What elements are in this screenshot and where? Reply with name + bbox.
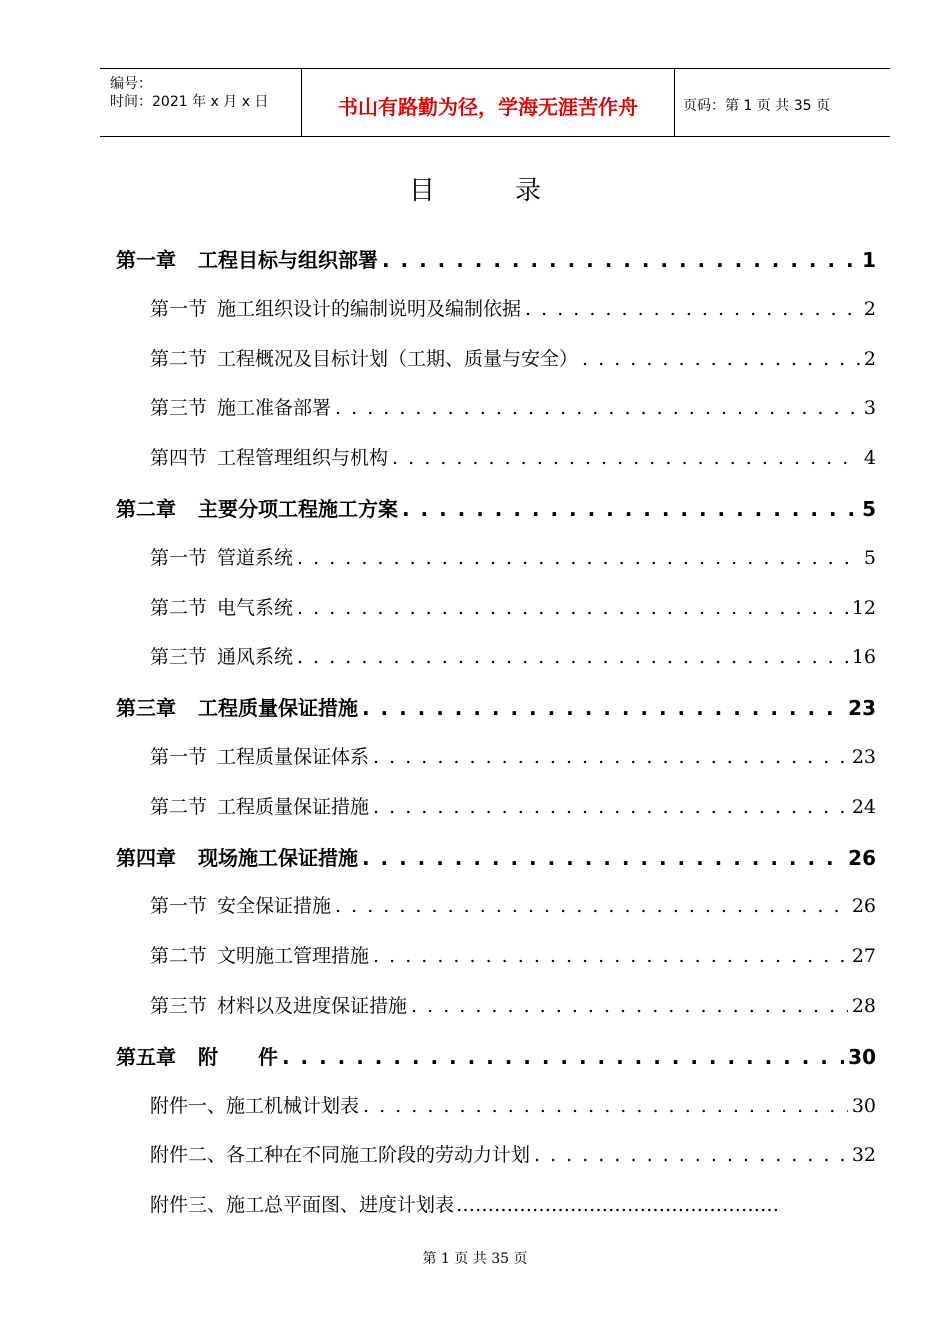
toc-page-number: 16 xyxy=(851,646,876,669)
toc-entry-label xyxy=(150,941,369,968)
toc-section-entry[interactable] xyxy=(150,891,876,918)
toc-leader-dots xyxy=(373,945,848,967)
toc-chapter-entry[interactable] xyxy=(116,1041,876,1070)
document-header xyxy=(100,68,890,137)
toc-leader-dots xyxy=(382,248,858,272)
toc-page-number: 5 xyxy=(863,546,876,569)
toc-entry-title: 工程质量保证体系 xyxy=(217,746,370,768)
toc-entry-number: 第四节 xyxy=(150,447,208,470)
toc-entry-label xyxy=(116,692,358,721)
toc-page-number: 4 xyxy=(863,447,876,470)
toc-page-number: 30 xyxy=(848,1044,876,1069)
toc-entry-number: 第五章 xyxy=(116,1044,176,1069)
code-label: 编号： xyxy=(110,76,152,92)
toc-attachment-entry[interactable] xyxy=(150,1190,876,1217)
toc-section-entry[interactable] xyxy=(150,941,876,968)
toc-entry-title: 附件一、施工机械计划表 xyxy=(150,1094,360,1117)
toc-attachment-entry[interactable] xyxy=(150,1091,876,1118)
toc-entry-title: 通风系统 xyxy=(217,646,294,669)
header-page-number: 页码：第 1 页 共 35 页 xyxy=(683,98,830,114)
toc-entry-title: 工程目标与组织部署 xyxy=(198,248,378,272)
toc-entry-number: 第三节 xyxy=(150,397,208,420)
toc-leader-dots xyxy=(362,846,844,870)
toc-entry-label xyxy=(150,393,331,420)
toc-entry-title: 施工准备部署 xyxy=(217,397,332,420)
toc-entry-title: 附件三、施工总平面图、进度计划表 xyxy=(150,1194,455,1217)
toc-entry-number: 第二节 xyxy=(150,596,208,619)
toc-section-entry[interactable] xyxy=(150,642,876,669)
toc-entry-title: 主要分项工程施工方案 xyxy=(198,497,398,521)
toc-entry-label xyxy=(150,991,407,1018)
toc-entry-title: 工程概况及目标计划（工期、质量与安全） xyxy=(217,347,579,370)
toc-entry-title: 材料以及进度保证措施 xyxy=(217,995,408,1017)
toc-leader-dots xyxy=(362,696,844,720)
toc-entry-number: 第二节 xyxy=(150,347,208,370)
toc-page-number: 30 xyxy=(851,1094,876,1117)
toc-leader-dots xyxy=(392,447,860,469)
toc-entry-title: 附 件 xyxy=(198,1044,278,1069)
toc-leader-dots xyxy=(411,995,848,1017)
toc-entry-number: 第四章 xyxy=(116,845,176,870)
toc-page-number: 27 xyxy=(851,945,876,968)
toc-page-number: 26 xyxy=(848,845,876,870)
toc-entry-title: 现场施工保证措施 xyxy=(198,845,358,870)
toc-entry-title: 附件二、各工种在不同施工阶段的劳动力计划 xyxy=(150,1144,531,1167)
toc-chapter-entry[interactable] xyxy=(116,493,876,522)
toc-entry-number: 第三章 xyxy=(116,696,176,721)
toc-page-number: 23 xyxy=(851,746,876,768)
toc-leader-dots xyxy=(373,746,848,768)
toc-entry-number: 第一节 xyxy=(150,297,208,320)
toc-chapter-entry[interactable] xyxy=(116,692,876,721)
toc-section-entry[interactable] xyxy=(150,543,876,570)
toc-leader-dots xyxy=(297,597,848,619)
toc-page-number: 24 xyxy=(851,795,876,818)
toc-entry-title: 电气系统 xyxy=(217,596,294,619)
toc-leader-dots xyxy=(363,1095,848,1117)
toc-section-entry[interactable] xyxy=(150,294,876,321)
toc-leader-dots xyxy=(282,1045,844,1069)
toc-section-entry[interactable] xyxy=(150,443,876,470)
toc-page-number: 26 xyxy=(851,895,876,918)
toc-entry-label xyxy=(150,1140,530,1167)
toc-entry-title: 工程管理组织与机构 xyxy=(217,447,389,470)
toc-leader-dots xyxy=(373,796,848,818)
toc-leader-dots xyxy=(297,646,848,668)
toc-chapter-entry[interactable] xyxy=(116,244,876,273)
toc-entry-label xyxy=(116,493,398,522)
toc-page-number: 23 xyxy=(848,696,876,721)
toc-entry-label xyxy=(150,294,521,321)
toc-entry-number: 第一节 xyxy=(150,546,208,569)
toc-entry-label xyxy=(150,792,369,819)
toc-page-number: 2 xyxy=(863,297,876,320)
toc-entry-label xyxy=(150,593,293,620)
toc-section-entry[interactable] xyxy=(150,393,876,420)
toc-entry-label xyxy=(150,742,369,769)
toc-entry-title: 工程质量保证措施 xyxy=(217,795,370,818)
time-label: 时间：2021 年 x 月 x 日 xyxy=(110,94,269,110)
toc-entry-number: 第二节 xyxy=(150,945,208,968)
toc-entry-number: 第二节 xyxy=(150,795,208,818)
toc-entry-title: 管道系统 xyxy=(217,546,294,569)
toc-page-number: 2 xyxy=(863,347,876,370)
toc-entry-label xyxy=(150,642,293,669)
toc-title: 目录 xyxy=(408,176,621,206)
toc-entry-title: 工程质量保证措施 xyxy=(198,696,358,721)
toc-leader-dots xyxy=(335,397,860,419)
toc-page-number: 1 xyxy=(862,248,876,272)
toc-entry-title: 文明施工管理措施 xyxy=(217,945,370,968)
toc-entry-title: 施工组织设计的编制说明及编制依据 xyxy=(217,297,522,320)
toc-entry-number: 第一节 xyxy=(150,895,208,918)
header-page-cell xyxy=(675,69,890,136)
header-motto: 书山有路勤为径，学海无涯苦作舟 xyxy=(338,95,638,119)
toc-section-entry[interactable] xyxy=(150,742,876,769)
toc-page-number: 5 xyxy=(862,497,876,521)
toc-entry-number: 第三节 xyxy=(150,646,208,669)
toc-entry-label xyxy=(150,891,331,918)
toc-entry-label xyxy=(150,543,293,570)
toc-leader-dots xyxy=(582,348,860,370)
toc-section-entry[interactable] xyxy=(150,593,876,620)
toc-section-entry[interactable] xyxy=(150,792,876,819)
toc-entry-label xyxy=(150,344,578,371)
toc-leader-dots xyxy=(525,298,860,320)
toc-entry-label xyxy=(150,443,388,470)
toc-entry-number: 第一节 xyxy=(150,746,208,768)
toc-attachment-entry[interactable] xyxy=(150,1140,876,1167)
toc-leader-dots xyxy=(534,1144,848,1166)
toc-leader-dots xyxy=(335,895,848,917)
toc-page-number: 32 xyxy=(851,1144,876,1167)
toc-entry-number: 第一章 xyxy=(116,248,176,272)
toc-section-entry[interactable] xyxy=(150,991,876,1018)
toc-entry-label xyxy=(150,1091,359,1118)
toc-entry-label xyxy=(116,842,358,871)
toc-entry-label xyxy=(116,244,378,273)
toc-section-entry[interactable] xyxy=(150,344,876,371)
toc-entry-number: 第二章 xyxy=(116,497,176,521)
toc-page-number: 12 xyxy=(851,596,876,619)
toc-entry-label xyxy=(150,1190,454,1217)
header-info-cell xyxy=(100,69,302,136)
header-motto-cell xyxy=(302,69,675,136)
toc-chapter-entry[interactable] xyxy=(116,842,876,871)
toc-entry-number: 第三节 xyxy=(150,995,208,1017)
toc-leader-dots: …………………………………………… xyxy=(456,1194,780,1217)
toc-page-number: 28 xyxy=(851,995,876,1017)
toc-leader-dots xyxy=(297,547,860,569)
toc-page-number: 3 xyxy=(863,397,876,420)
toc-entry-title: 安全保证措施 xyxy=(217,895,332,918)
toc-leader-dots xyxy=(402,497,858,521)
page-footer: 第 1 页 共 35 页 xyxy=(422,1251,528,1267)
toc-entry-label xyxy=(116,1041,278,1070)
